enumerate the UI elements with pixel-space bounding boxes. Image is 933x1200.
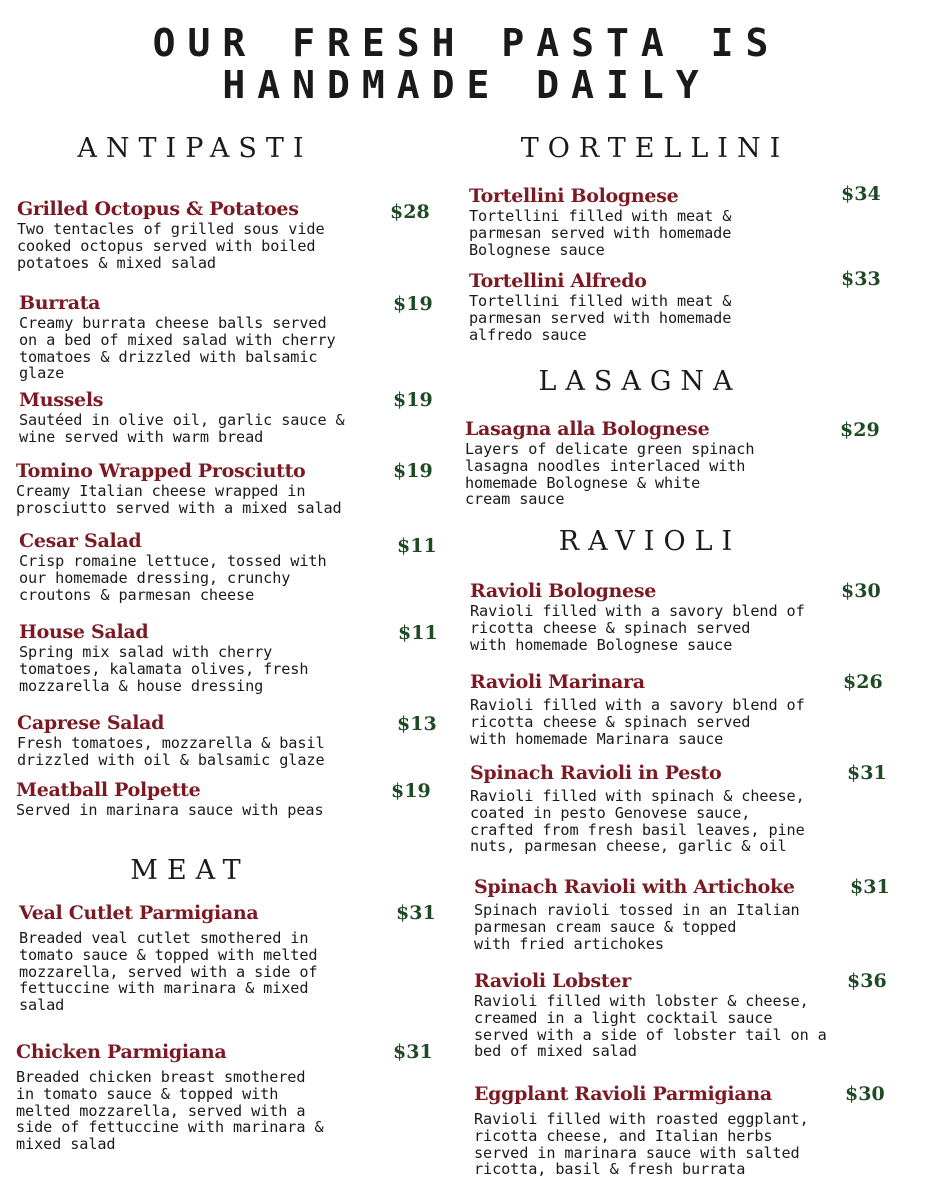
item-description: Ravioli filled with a savory blend of ricotta cheese & spinach served with homemade Bolognese sauce [470,602,805,654]
item-price: $31 [393,1041,433,1063]
item-description: Spring mix salad with cherry tomatoes, kalamata olives, fresh mozzarella & house dressing [19,643,309,695]
section-heading-tortellini: TORTELLINI [520,133,790,164]
menu-item [470,671,840,747]
item-name: Veal Cutlet Parmigiana [19,902,259,924]
menu-item [470,580,840,653]
item-price: $36 [847,970,887,992]
item-name: Spinach Ravioli in Pesto [470,762,722,784]
menu-item [16,1041,386,1153]
item-description: Tortellini filled with meat & parmesan served with homemade Bolognese sauce [469,207,732,259]
item-price: $11 [398,622,438,644]
item-description: Ravioli filled with spinach & cheese, coated in pesto Genovese sauce, crafted from fresh basil leaves, pine nuts, parmesan cheese, garlic & oil [470,787,805,856]
item-description: Crisp romaine lettuce, tossed with our homemade dressing, crunchy croutons & parmesan cheese [19,552,327,604]
menu-item [19,292,389,382]
item-price: $30 [841,580,881,602]
item-name: Spinach Ravioli with Artichoke [474,876,795,898]
item-description: Breaded chicken breast smothered in tomato sauce & topped with melted mozzarella, served with a side of fettuccine with marinara & mixed salad [16,1068,324,1154]
item-name: Ravioli Bolognese [470,580,657,602]
item-price: $33 [841,268,881,290]
item-description: Sautéed in olive oil, garlic sauce & wine served with warm bread [19,411,345,446]
item-price: $13 [397,713,437,735]
menu-item [19,902,389,1014]
item-price: $31 [396,902,436,924]
item-description: Two tentacles of grilled sous vide cooked octopus served with boiled potatoes & mixed salad [17,220,325,272]
menu-item [474,876,844,952]
item-name: Caprese Salad [17,712,165,734]
item-name: Tortellini Alfredo [469,270,647,292]
item-description: Creamy Italian cheese wrapped in prosciutto served with a mixed salad [16,482,342,517]
menu-item [469,270,829,343]
section-heading-ravioli: RAVIOLI [558,526,742,557]
menu-item [16,779,386,819]
item-price: $19 [393,460,433,482]
menu-item [16,460,391,517]
item-description: Ravioli filled with lobster & cheese, creamed in a light cocktail sauce served with a side of lobster tail on a bed of mixed salad [474,992,827,1061]
item-description: Creamy burrata cheese balls served on a bed of mixed salad with cherry tomatoes & drizzled with balsamic glaze [19,314,336,383]
item-price: $30 [845,1083,885,1105]
item-price: $34 [841,183,881,205]
item-price: $31 [847,762,887,784]
item-description: Breaded veal cutlet smothered in tomato sauce & topped with melted mozzarella, served with a side of fettuccine with marinara & mixed salad [19,929,318,1015]
item-name: Burrata [19,292,101,314]
section-heading-meat: MEAT [130,855,250,886]
item-name: Ravioli Marinara [470,671,645,693]
item-name: Chicken Parmigiana [16,1041,227,1063]
item-name: Ravioli Lobster [474,970,631,992]
item-price: $28 [390,201,430,223]
item-name: House Salad [19,621,149,643]
item-description: Served in marinara sauce with peas [16,801,324,819]
menu-title: OUR FRESH PASTA IS HANDMADE DAILY [152,21,781,107]
item-name: Lasagna alla Bolognese [465,418,710,440]
item-price: $19 [393,293,433,315]
item-name: Tomino Wrapped Prosciutto [16,460,306,482]
item-price: $19 [391,780,431,802]
menu-item [19,621,389,694]
item-description: Tortellini filled with meat & parmesan served with homemade alfredo sauce [469,292,732,344]
menu-item [19,389,389,446]
item-name: Meatball Polpette [16,779,201,801]
menu-item [474,1083,844,1178]
section-heading-antipasti: ANTIPASTI [77,133,313,164]
item-price: $19 [393,389,433,411]
menu-item [465,418,825,508]
item-price: $26 [843,671,883,693]
item-price: $11 [397,535,437,557]
item-description: Layers of delicate green spinach lasagna noodles interlaced with homemade Bolognese & white cream sauce [465,440,755,509]
item-price: $31 [850,876,890,898]
item-name: Eggplant Ravioli Parmigiana [474,1083,772,1105]
menu-item [17,712,387,769]
menu-item [474,970,844,1060]
item-description: Ravioli filled with roasted eggplant, ricotta cheese, and Italian herbs served in marinara sauce with salted ricotta, basil & fresh burrata [474,1110,809,1179]
item-price: $29 [840,419,880,441]
menu-item [469,185,829,258]
item-description: Ravioli filled with a savory blend of ricotta cheese & spinach served with homemade Marinara sauce [470,696,805,748]
menu-item [19,530,389,603]
item-description: Spinach ravioli tossed in an Italian parmesan cream sauce & topped with fried artichokes [474,901,800,953]
menu-item [470,762,840,855]
item-description: Fresh tomatoes, mozzarella & basil drizzled with oil & balsamic glaze [17,734,325,769]
menu-item [17,198,387,271]
item-name: Cesar Salad [19,530,142,552]
item-name: Tortellini Bolognese [469,185,679,207]
item-name: Grilled Octopus & Potatoes [17,198,299,220]
section-heading-lasagna: LASAGNA [538,366,742,397]
item-name: Mussels [19,389,104,411]
